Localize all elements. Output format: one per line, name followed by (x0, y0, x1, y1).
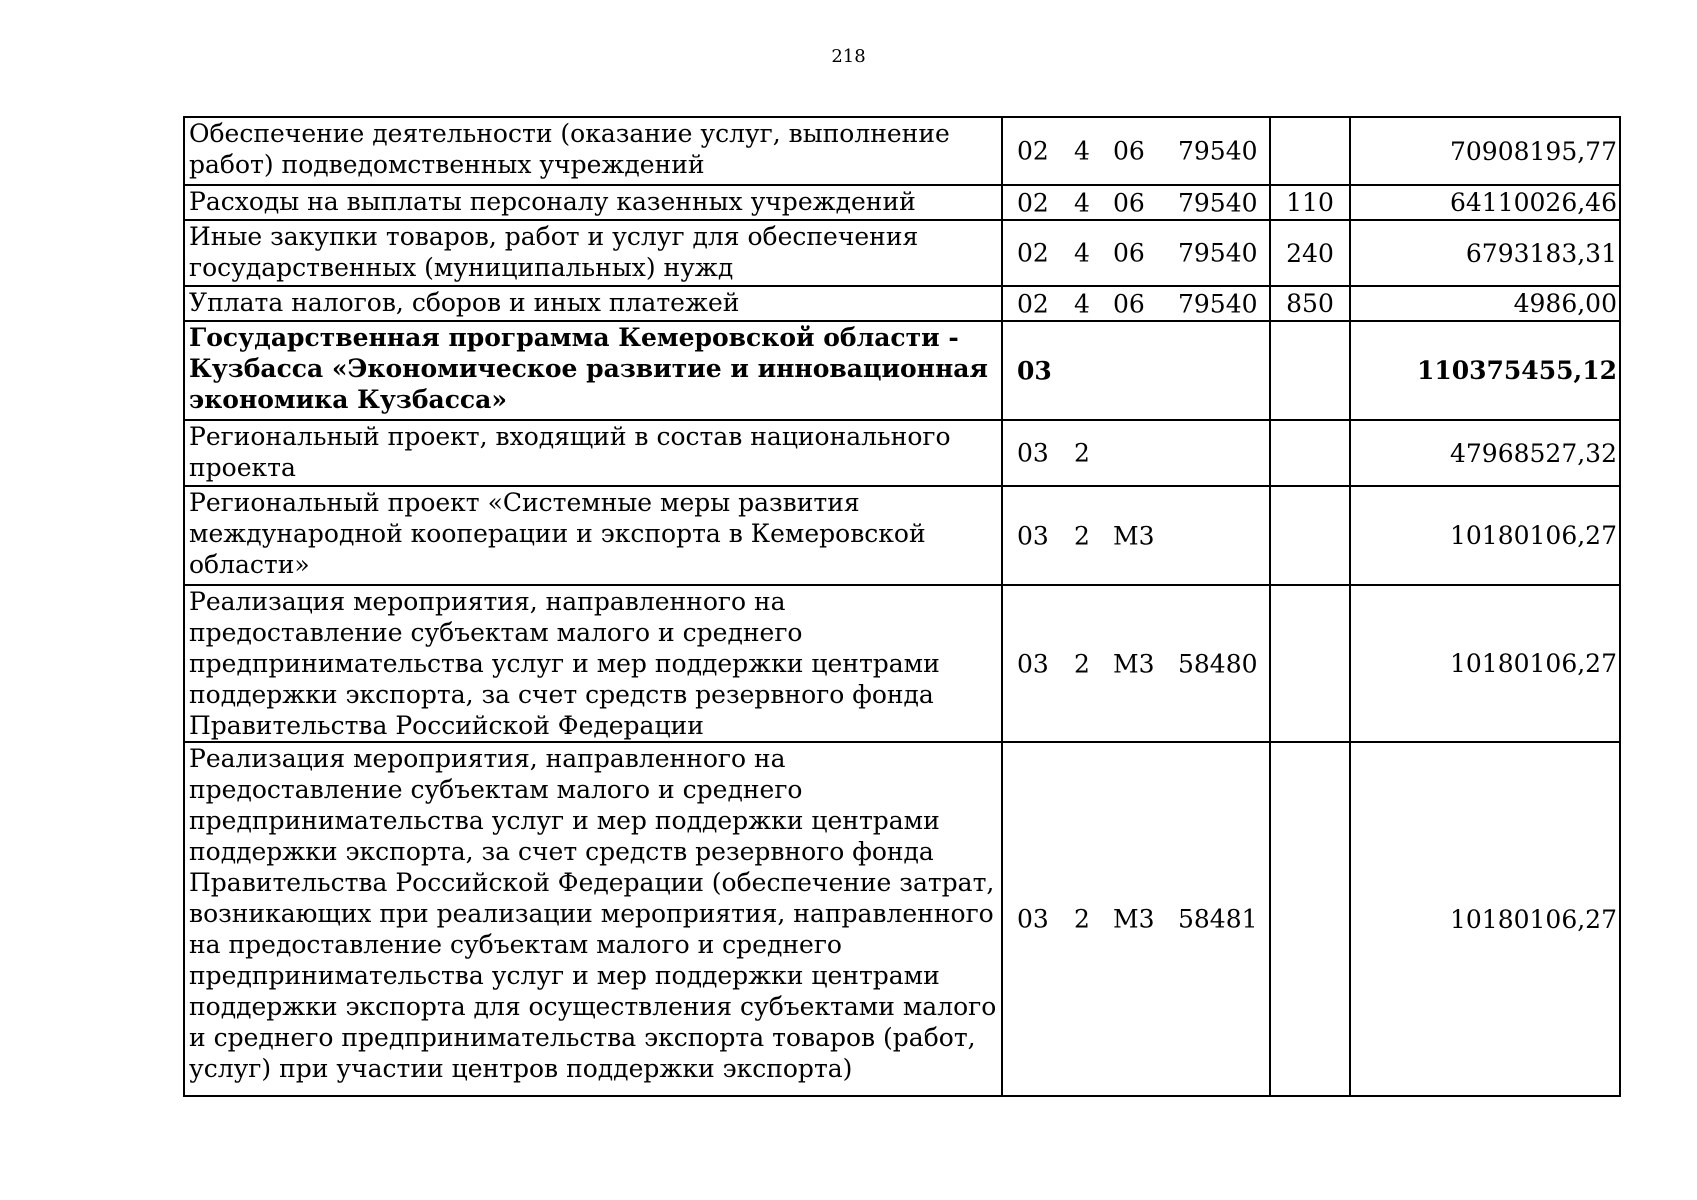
code-program: 02 (1017, 188, 1049, 217)
code-event: 06 (1113, 136, 1145, 166)
row-name: Обеспечение деятельности (оказание услуг, выполнение работ) подведомственных учреждений (184, 117, 1002, 185)
code-program: 02 (1017, 238, 1049, 268)
table-row (184, 185, 1620, 220)
code-program: 03 (1017, 356, 1052, 385)
row-expense-type (1270, 420, 1350, 486)
table-row (184, 742, 1620, 1096)
code-event: М3 (1113, 649, 1155, 678)
code-program: 02 (1017, 289, 1049, 318)
row-expense-type: 850 (1270, 286, 1350, 321)
row-name: Иные закупки товаров, работ и услуг для обеспечения государственных (муниципальных) нужд (184, 220, 1002, 286)
code-direction: 58480 (1178, 649, 1258, 678)
row-code (1002, 742, 1270, 1096)
row-name: Реализация мероприятия, направленного на предоставление субъектам малого и среднего предпринимательства услуг и мер поддержки центрами поддержки экспорта, за счет средств резервного фонда Правительства Российской Федерации (184, 585, 1002, 742)
row-name: Расходы на выплаты персоналу казенных учреждений (184, 185, 1002, 220)
code-event: 06 (1113, 289, 1145, 318)
code-subprogram: 4 (1074, 188, 1090, 217)
row-expense-type (1270, 742, 1350, 1096)
row-sum: 47968527,32 (1350, 420, 1620, 486)
row-code (1002, 286, 1270, 321)
row-code (1002, 220, 1270, 286)
code-event: 06 (1113, 238, 1145, 268)
row-name: Государственная программа Кемеровской области - Кузбасса «Экономическое развитие и инновационная экономика Кузбасса» (184, 321, 1002, 420)
row-name: Уплата налогов, сборов и иных платежей (184, 286, 1002, 321)
row-name: Реализация мероприятия, направленного на предоставление субъектам малого и среднего предпринимательства услуг и мер поддержки центрами поддержки экспорта, за счет средств резервного фонда Правительства Российской Федерации (обеспечение затрат, возникающих при реализации мероприятия, направленного на предоставление субъектам малого и среднего предпринимательства услуг и мер поддержки центрами поддержки экспорта для осуществления субъектами малого и среднего предпринимательства экспорта товаров (работ, услуг) при участии центров поддержки экспорта) (184, 742, 1002, 1096)
row-code (1002, 321, 1270, 420)
page-number: 218 (831, 46, 866, 67)
budget-table (183, 116, 1621, 1097)
table-row (184, 321, 1620, 420)
code-direction: 79540 (1178, 136, 1258, 166)
row-code (1002, 117, 1270, 185)
code-subprogram: 4 (1074, 238, 1090, 268)
row-expense-type (1270, 117, 1350, 185)
row-sum: 64110026,46 (1350, 185, 1620, 220)
code-subprogram: 2 (1074, 904, 1090, 934)
row-expense-type (1270, 321, 1350, 420)
code-subprogram: 2 (1074, 438, 1090, 468)
row-code (1002, 585, 1270, 742)
row-code (1002, 420, 1270, 486)
table-row (184, 420, 1620, 486)
row-name: Региональный проект, входящий в состав национального проекта (184, 420, 1002, 486)
row-sum: 10180106,27 (1350, 486, 1620, 585)
row-expense-type: 240 (1270, 220, 1350, 286)
code-program: 02 (1017, 136, 1049, 166)
row-sum: 4986,00 (1350, 286, 1620, 321)
code-subprogram: 2 (1074, 521, 1090, 550)
code-direction: 79540 (1178, 289, 1258, 318)
row-code (1002, 185, 1270, 220)
table-row (184, 585, 1620, 742)
row-code (1002, 486, 1270, 585)
code-direction: 79540 (1178, 188, 1258, 217)
table-row (184, 286, 1620, 321)
code-direction: 79540 (1178, 238, 1258, 268)
row-sum: 10180106,27 (1350, 742, 1620, 1096)
row-sum: 10180106,27 (1350, 585, 1620, 742)
code-event: М3 (1113, 904, 1155, 934)
code-program: 03 (1017, 649, 1049, 678)
code-subprogram: 2 (1074, 649, 1090, 678)
code-program: 03 (1017, 904, 1049, 934)
code-subprogram: 4 (1074, 136, 1090, 166)
table-row (184, 117, 1620, 185)
code-direction: 58481 (1178, 904, 1258, 934)
row-sum: 6793183,31 (1350, 220, 1620, 286)
table-row (184, 486, 1620, 585)
row-sum: 70908195,77 (1350, 117, 1620, 185)
code-event: М3 (1113, 521, 1155, 550)
row-expense-type (1270, 585, 1350, 742)
row-name: Региональный проект «Системные меры развития международной кооперации и экспорта в Кемеровской области» (184, 486, 1002, 585)
code-program: 03 (1017, 521, 1049, 550)
code-event: 06 (1113, 188, 1145, 217)
row-sum: 110375455,12 (1350, 321, 1620, 420)
row-expense-type: 110 (1270, 185, 1350, 220)
code-program: 03 (1017, 438, 1049, 468)
row-expense-type (1270, 486, 1350, 585)
table-row (184, 220, 1620, 286)
code-subprogram: 4 (1074, 289, 1090, 318)
